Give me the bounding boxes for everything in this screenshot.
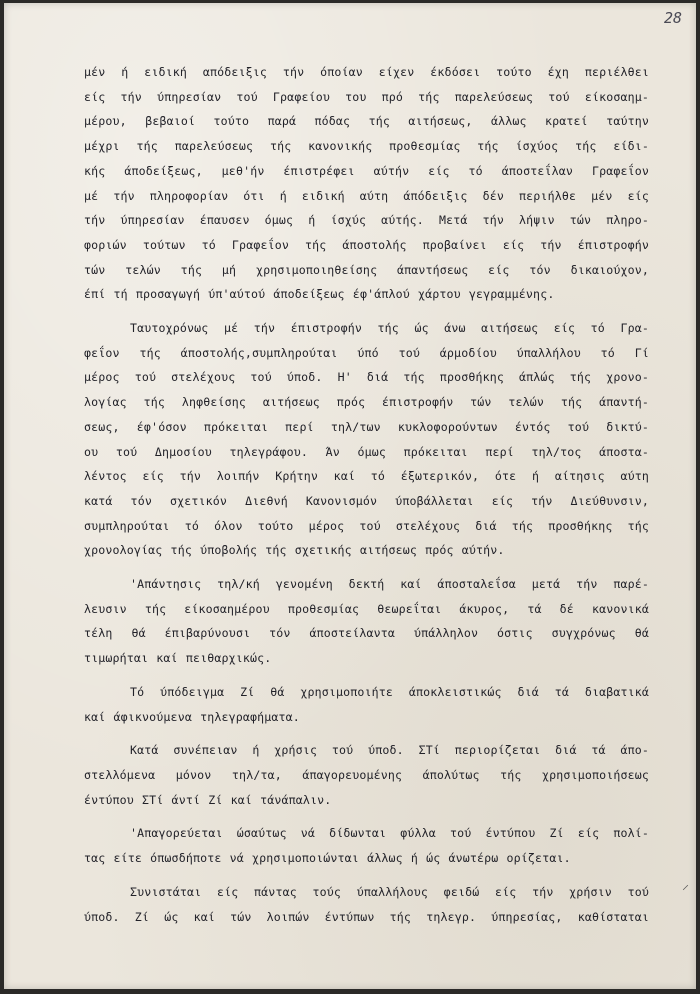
- text-line: τών τελών τής μή χρησιμοποιηθείσης άπαντήσεως είς τόν δικαιούχον,: [84, 262, 649, 277]
- text-line: σεως, έφ'όσον πρόκειται περί τηλ/των κυκλοφορούντων έντός τού δικτύ-: [84, 419, 649, 434]
- text-line: στελλόμενα μόνον τηλ/τα, άπαγορευομένης άπολύτως τής χρησιμοποιήσεως: [84, 767, 649, 782]
- text-line: μέν ή ειδική απόδειξις τήν όποίαν είχεν έκδόσει τούτο έχη περιέλθει: [84, 65, 649, 79]
- text-line: μέρου, βεβαιοί τούτο παρά πόδας τής αιτήσεως, άλλως κρατεί ταύτην: [84, 114, 649, 129]
- text-line: χρονολογίας τής ύποβολής τής σχετικής αιτήσεως πρός αύτήν.: [84, 543, 505, 558]
- text-line: έντύπου ΣΤί άντί Ζί καί τάνάπαλιν.: [84, 792, 332, 807]
- paragraph: [84, 680, 649, 729]
- paragraph: [84, 572, 649, 671]
- text-line: Συνιστάται είς πάντας τούς ύπαλλήλους φειδώ είς τήν χρήσιν τού: [130, 884, 649, 899]
- text-line: 'Απάντησις τηλ/κή γενομένη δεκτή καί άποσταλεΐσα μετά τήν παρέ-: [130, 577, 649, 592]
- text-line: τας είτε όπωσδήποτε νά χρησιμοποιώνται άλλως ή ώς άνωτέρω ορίζεται.: [84, 851, 571, 866]
- text-line: τέλη θά έπιβαρύνουσι τόν άποστείλαντα ύπάλληλον όστις συγχρόνως θά: [84, 626, 649, 641]
- paragraph: [84, 738, 649, 812]
- text-line: λευσιν τής είκοσαημέρου προθεσμίας θεωρεΐται άκυρος, τά δέ κανονικά: [84, 601, 649, 616]
- text-line: κατά τόν σχετικόν Διεθνή Κανονισμόν ύποβάλλεται είς τήν Διεύθυνσιν,: [84, 493, 649, 508]
- text-line: Ταυτοχρόνως μέ τήν έπιστροφήν τής ώς άνω αιτήσεως είς τό Γρα-: [130, 321, 649, 336]
- text-line: Τό ύπόδειγμα Ζί θά χρησιμοποιήτε άποκλειστικώς διά τά διαβατικά: [130, 684, 649, 699]
- paragraph: [84, 316, 649, 563]
- paragraph: [84, 880, 649, 929]
- text-line: συμπληρούται τό όλον τούτο μέρος τού στελέχους διά τής προσθήκης τής: [84, 518, 649, 533]
- text-line: καί άφικνούμενα τηλεγραφήματα.: [84, 709, 300, 724]
- text-line: φεΐον τής άποστολής,συμπληρούται ύπό τού άρμοδίου ύπαλλήλου τό Γί: [84, 345, 649, 360]
- paragraph: [84, 60, 649, 307]
- text-line: ου τού Δημοσίου τηλεγράφου. Άν όμως πρόκειται περί τηλ/τος άποστα-: [84, 444, 649, 459]
- text-line: μέχρι τής παρελεύσεως τής κανονικής προθεσμίας τής ίσχύος τής είδι-: [84, 139, 649, 154]
- text-line: λέντος είς τήν λοιπήν Κρήτην καί τό έξωτερικόν, ότε ή αίτησις αύτη: [84, 469, 649, 484]
- page-number: 28: [663, 9, 682, 27]
- text-line: τιμωρήται καί πειθαρχικώς.: [84, 651, 272, 666]
- text-line: μέρος τού στελέχους τού ύποδ. Η' διά τής προσθήκης άπλώς τής χρονο-: [84, 370, 649, 385]
- text-line: μέ τήν πληροφορίαν ότι ή ειδική αύτη άπόδειξις δέν περιήλθε μέν είς: [84, 188, 649, 203]
- text-line: ύποδ. Ζί ώς καί τών λοιπών έντύπων τής τηλεγρ. ύπηρεσίας, καθίσταται: [84, 909, 649, 924]
- text-line: φοριών τούτων τό Γραφεΐον τής άποστολής προβαίνει είς τήν έπιστροφήν: [84, 237, 649, 252]
- text-line: τήν ύπηρεσίαν έπαυσεν όμως ή ίσχύς αύτής. Μετά τήν λήψιν τών πληρο-: [84, 213, 649, 228]
- text-line: λογίας τής ληφθείσης αιτήσεως πρός έπιστροφήν τών τελών τής άπαντή-: [84, 395, 649, 410]
- text-line: έπί τή προσαγωγή ύπ'αύτού άποδείξεως έφ'άπλού χάρτου γεγραμμένης.: [84, 287, 555, 302]
- text-line: είς τήν ύπηρεσίαν τού Γραφείου του πρό τής παρελεύσεως τού είκοσαημ-: [84, 89, 649, 104]
- document-page: [4, 3, 696, 989]
- text-line: κής άποδείξεως, μεθ'ήν έπιστρέφει αύτήν είς τό άποστεΐλαν Γραφεΐον: [84, 163, 649, 178]
- margin-mark: ⸝: [682, 877, 689, 893]
- typewritten-body: [84, 60, 649, 929]
- text-line: Κατά συνέπειαν ή χρήσις τού ύποδ. ΣΤί περιορίζεται διά τά άπο-: [130, 743, 649, 758]
- text-line: 'Απαγορεύεται ώσαύτως νά δίδωνται φύλλα τού έντύπου Ζί είς πολί-: [130, 826, 649, 841]
- paragraph: [84, 821, 649, 870]
